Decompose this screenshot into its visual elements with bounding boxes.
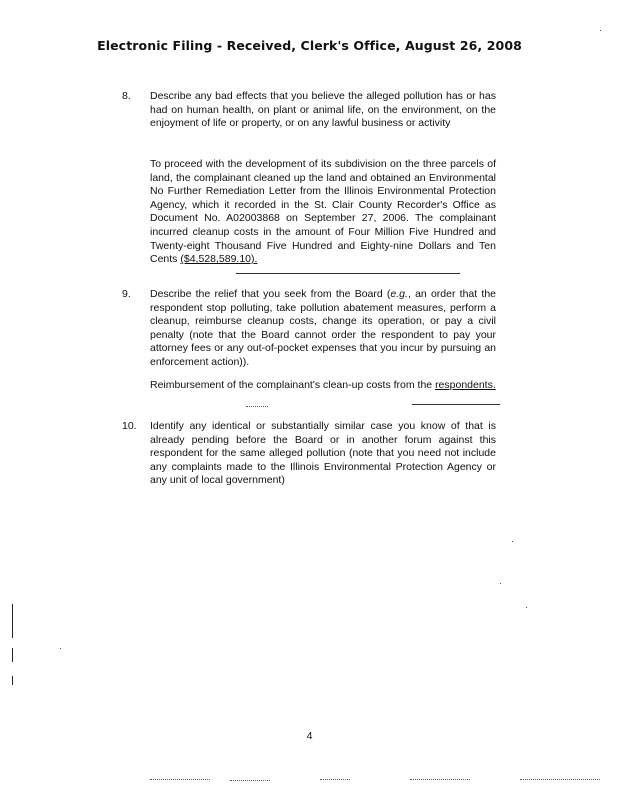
scan-mark	[410, 779, 470, 780]
scan-mark	[12, 604, 13, 638]
item-number: 8.	[122, 90, 131, 102]
page-header: Electronic Filing - Received, Clerk's Office, August 26, 2008	[97, 38, 522, 53]
answer-underline-dotted	[246, 406, 268, 407]
scan-mark	[150, 779, 210, 780]
scan-speck	[600, 30, 601, 31]
page-number: 4	[306, 730, 313, 742]
item-question: Describe any bad effects that you believe the alleged pollution has or has had on human health, on plant or animal life, on the environment, on the enjoyment of life or property, or on any lawful business or activity	[150, 90, 496, 130]
item-answer-text: Reimbursement of the complainant's clean-up costs from the	[150, 379, 433, 391]
scan-mark	[320, 779, 350, 780]
scan-speck	[60, 648, 61, 649]
item-number: 9.	[122, 288, 131, 300]
item-answer-tail: ($4,528,589.10).	[180, 253, 258, 266]
scan-speck	[512, 541, 513, 542]
item-answer	[150, 379, 496, 393]
item-question-post: , an order that the respondent stop polluting, take pollution abatement measures, perform a cleanup, reimburse cleanup costs, change its operation, or pay a civil penalty (note that the Board cannot order the respondent to pay your attorney fees or any out-of-pocket expenses that you incur by pursuing an enforcement action)).	[150, 288, 496, 368]
scan-mark	[230, 780, 270, 781]
item-answer	[150, 158, 496, 267]
answer-underline	[412, 404, 500, 405]
scan-mark	[12, 648, 13, 662]
item-number: 10.	[122, 420, 137, 432]
item-question-em: e.g.	[390, 288, 408, 300]
scan-speck	[500, 583, 501, 584]
scan-mark	[12, 676, 13, 685]
item-answer-tail: respondents.	[435, 379, 496, 391]
item-question: Identify any identical or substantially similar case you know of that is already pending before the Board or in another forum against this respondent for the same alleged pollution (note that you need not include any complaints made to the Illinois Environmental Protection Agency or any unit of local government)	[150, 420, 496, 487]
item-answer-text: To proceed with the development of its subdivision on the three parcels of land, the complainant cleaned up the land and obtained an Environmental No Further Remediation Letter from the Illinois Environmental Protection Agency, which it recorded in the St. Clair County Recorder's Office as Document No. A02003868 on September 27, 2006. The complainant incurred cleanup costs in the amount of Four Million Five Hundred and Twenty-eight Thousand Five Hundred and Eighty-nine Dollars and Ten Cents	[150, 158, 496, 266]
scan-speck	[526, 607, 527, 608]
item-question	[150, 288, 496, 370]
item-question-pre: Describe the relief that you seek from the Board (	[150, 288, 391, 300]
answer-underline	[236, 273, 460, 274]
scan-mark	[520, 779, 600, 780]
